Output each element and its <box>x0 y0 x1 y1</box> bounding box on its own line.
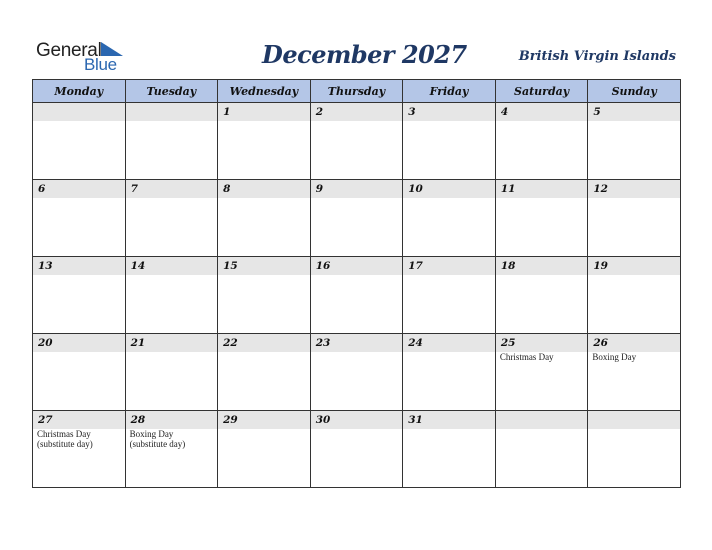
day-number: 17 <box>403 257 495 275</box>
day-cell[interactable] <box>125 411 218 488</box>
holiday-line: (substitute day) <box>37 439 93 449</box>
week-row <box>33 257 681 334</box>
holiday-line: (substitute day) <box>129 439 186 449</box>
holiday-label <box>33 429 125 449</box>
day-cell[interactable] <box>125 103 218 180</box>
day-cell[interactable] <box>495 257 588 334</box>
page-title: December 2027 <box>262 40 467 69</box>
logo-triangle-icon <box>101 42 123 56</box>
day-cell[interactable] <box>310 411 403 488</box>
day-cell[interactable] <box>588 180 681 257</box>
day-cell[interactable] <box>310 180 403 257</box>
logo-text-general: General <box>36 40 102 61</box>
day-cell[interactable] <box>125 257 218 334</box>
day-cell[interactable] <box>588 103 681 180</box>
day-number: 6 <box>33 180 125 198</box>
day-number: 20 <box>33 334 125 352</box>
day-number: 2 <box>311 103 403 121</box>
day-cell[interactable] <box>310 334 403 411</box>
day-number: 28 <box>126 411 218 429</box>
day-cell[interactable] <box>218 334 311 411</box>
weekday-header: Monday <box>33 80 126 103</box>
day-number <box>126 103 218 121</box>
day-cell[interactable] <box>125 180 218 257</box>
week-row <box>33 103 681 180</box>
day-number: 30 <box>311 411 403 429</box>
week-row <box>33 180 681 257</box>
day-number: 27 <box>33 411 125 429</box>
day-cell[interactable] <box>403 334 496 411</box>
day-number: 21 <box>126 334 218 352</box>
week-row <box>33 334 681 411</box>
day-number: 7 <box>126 180 218 198</box>
day-number <box>496 411 588 429</box>
day-cell[interactable] <box>218 257 311 334</box>
weekday-header: Thursday <box>310 80 403 103</box>
day-cell[interactable] <box>218 411 311 488</box>
day-cell[interactable] <box>403 180 496 257</box>
day-number: 3 <box>403 103 495 121</box>
day-cell[interactable] <box>588 334 681 411</box>
day-number: 24 <box>403 334 495 352</box>
day-cell[interactable] <box>33 180 126 257</box>
day-number: 22 <box>218 334 310 352</box>
weekday-header: Tuesday <box>125 80 218 103</box>
holiday-line: Boxing Day <box>129 429 174 439</box>
day-number: 19 <box>588 257 680 275</box>
day-cell[interactable] <box>218 180 311 257</box>
holiday-label <box>588 352 680 362</box>
day-number: 26 <box>588 334 680 352</box>
weekday-header: Saturday <box>495 80 588 103</box>
day-number: 13 <box>33 257 125 275</box>
day-number: 18 <box>496 257 588 275</box>
logo <box>36 38 126 74</box>
day-cell[interactable] <box>403 103 496 180</box>
day-cell[interactable] <box>33 257 126 334</box>
day-cell[interactable] <box>310 103 403 180</box>
holiday-label <box>496 352 588 362</box>
day-number: 11 <box>496 180 588 198</box>
day-number <box>33 103 125 121</box>
day-cell[interactable] <box>588 411 681 488</box>
weekday-header: Friday <box>403 80 496 103</box>
day-number: 10 <box>403 180 495 198</box>
day-cell[interactable] <box>310 257 403 334</box>
day-cell[interactable] <box>33 103 126 180</box>
day-cell[interactable] <box>125 334 218 411</box>
day-number: 1 <box>218 103 310 121</box>
day-cell[interactable] <box>218 103 311 180</box>
day-number: 9 <box>311 180 403 198</box>
day-cell[interactable] <box>33 334 126 411</box>
calendar-grid <box>32 79 681 488</box>
day-cell[interactable] <box>495 103 588 180</box>
day-number: 23 <box>311 334 403 352</box>
day-number: 5 <box>588 103 680 121</box>
week-row <box>33 411 681 488</box>
day-number: 4 <box>496 103 588 121</box>
day-cell[interactable] <box>495 180 588 257</box>
weekday-header: Wednesday <box>218 80 311 103</box>
day-number: 15 <box>218 257 310 275</box>
day-number: 14 <box>126 257 218 275</box>
day-number: 25 <box>496 334 588 352</box>
logo-text-blue: Blue <box>84 55 117 74</box>
day-number <box>588 411 680 429</box>
country-name: British Virgin Islands <box>518 49 676 64</box>
day-number: 12 <box>588 180 680 198</box>
day-cell[interactable] <box>403 411 496 488</box>
day-number: 31 <box>403 411 495 429</box>
holiday-line: Christmas Day <box>499 352 554 362</box>
day-cell[interactable] <box>403 257 496 334</box>
day-number: 29 <box>218 411 310 429</box>
day-cell[interactable] <box>33 411 126 488</box>
day-cell[interactable] <box>495 411 588 488</box>
holiday-label <box>126 429 218 449</box>
weekday-header: Sunday <box>588 80 681 103</box>
weekday-header-row <box>33 80 681 103</box>
holiday-line: Boxing Day <box>592 352 637 362</box>
day-number: 8 <box>218 180 310 198</box>
day-cell[interactable] <box>588 257 681 334</box>
day-cell[interactable] <box>495 334 588 411</box>
holiday-line: Christmas Day <box>37 429 91 439</box>
day-number: 16 <box>311 257 403 275</box>
